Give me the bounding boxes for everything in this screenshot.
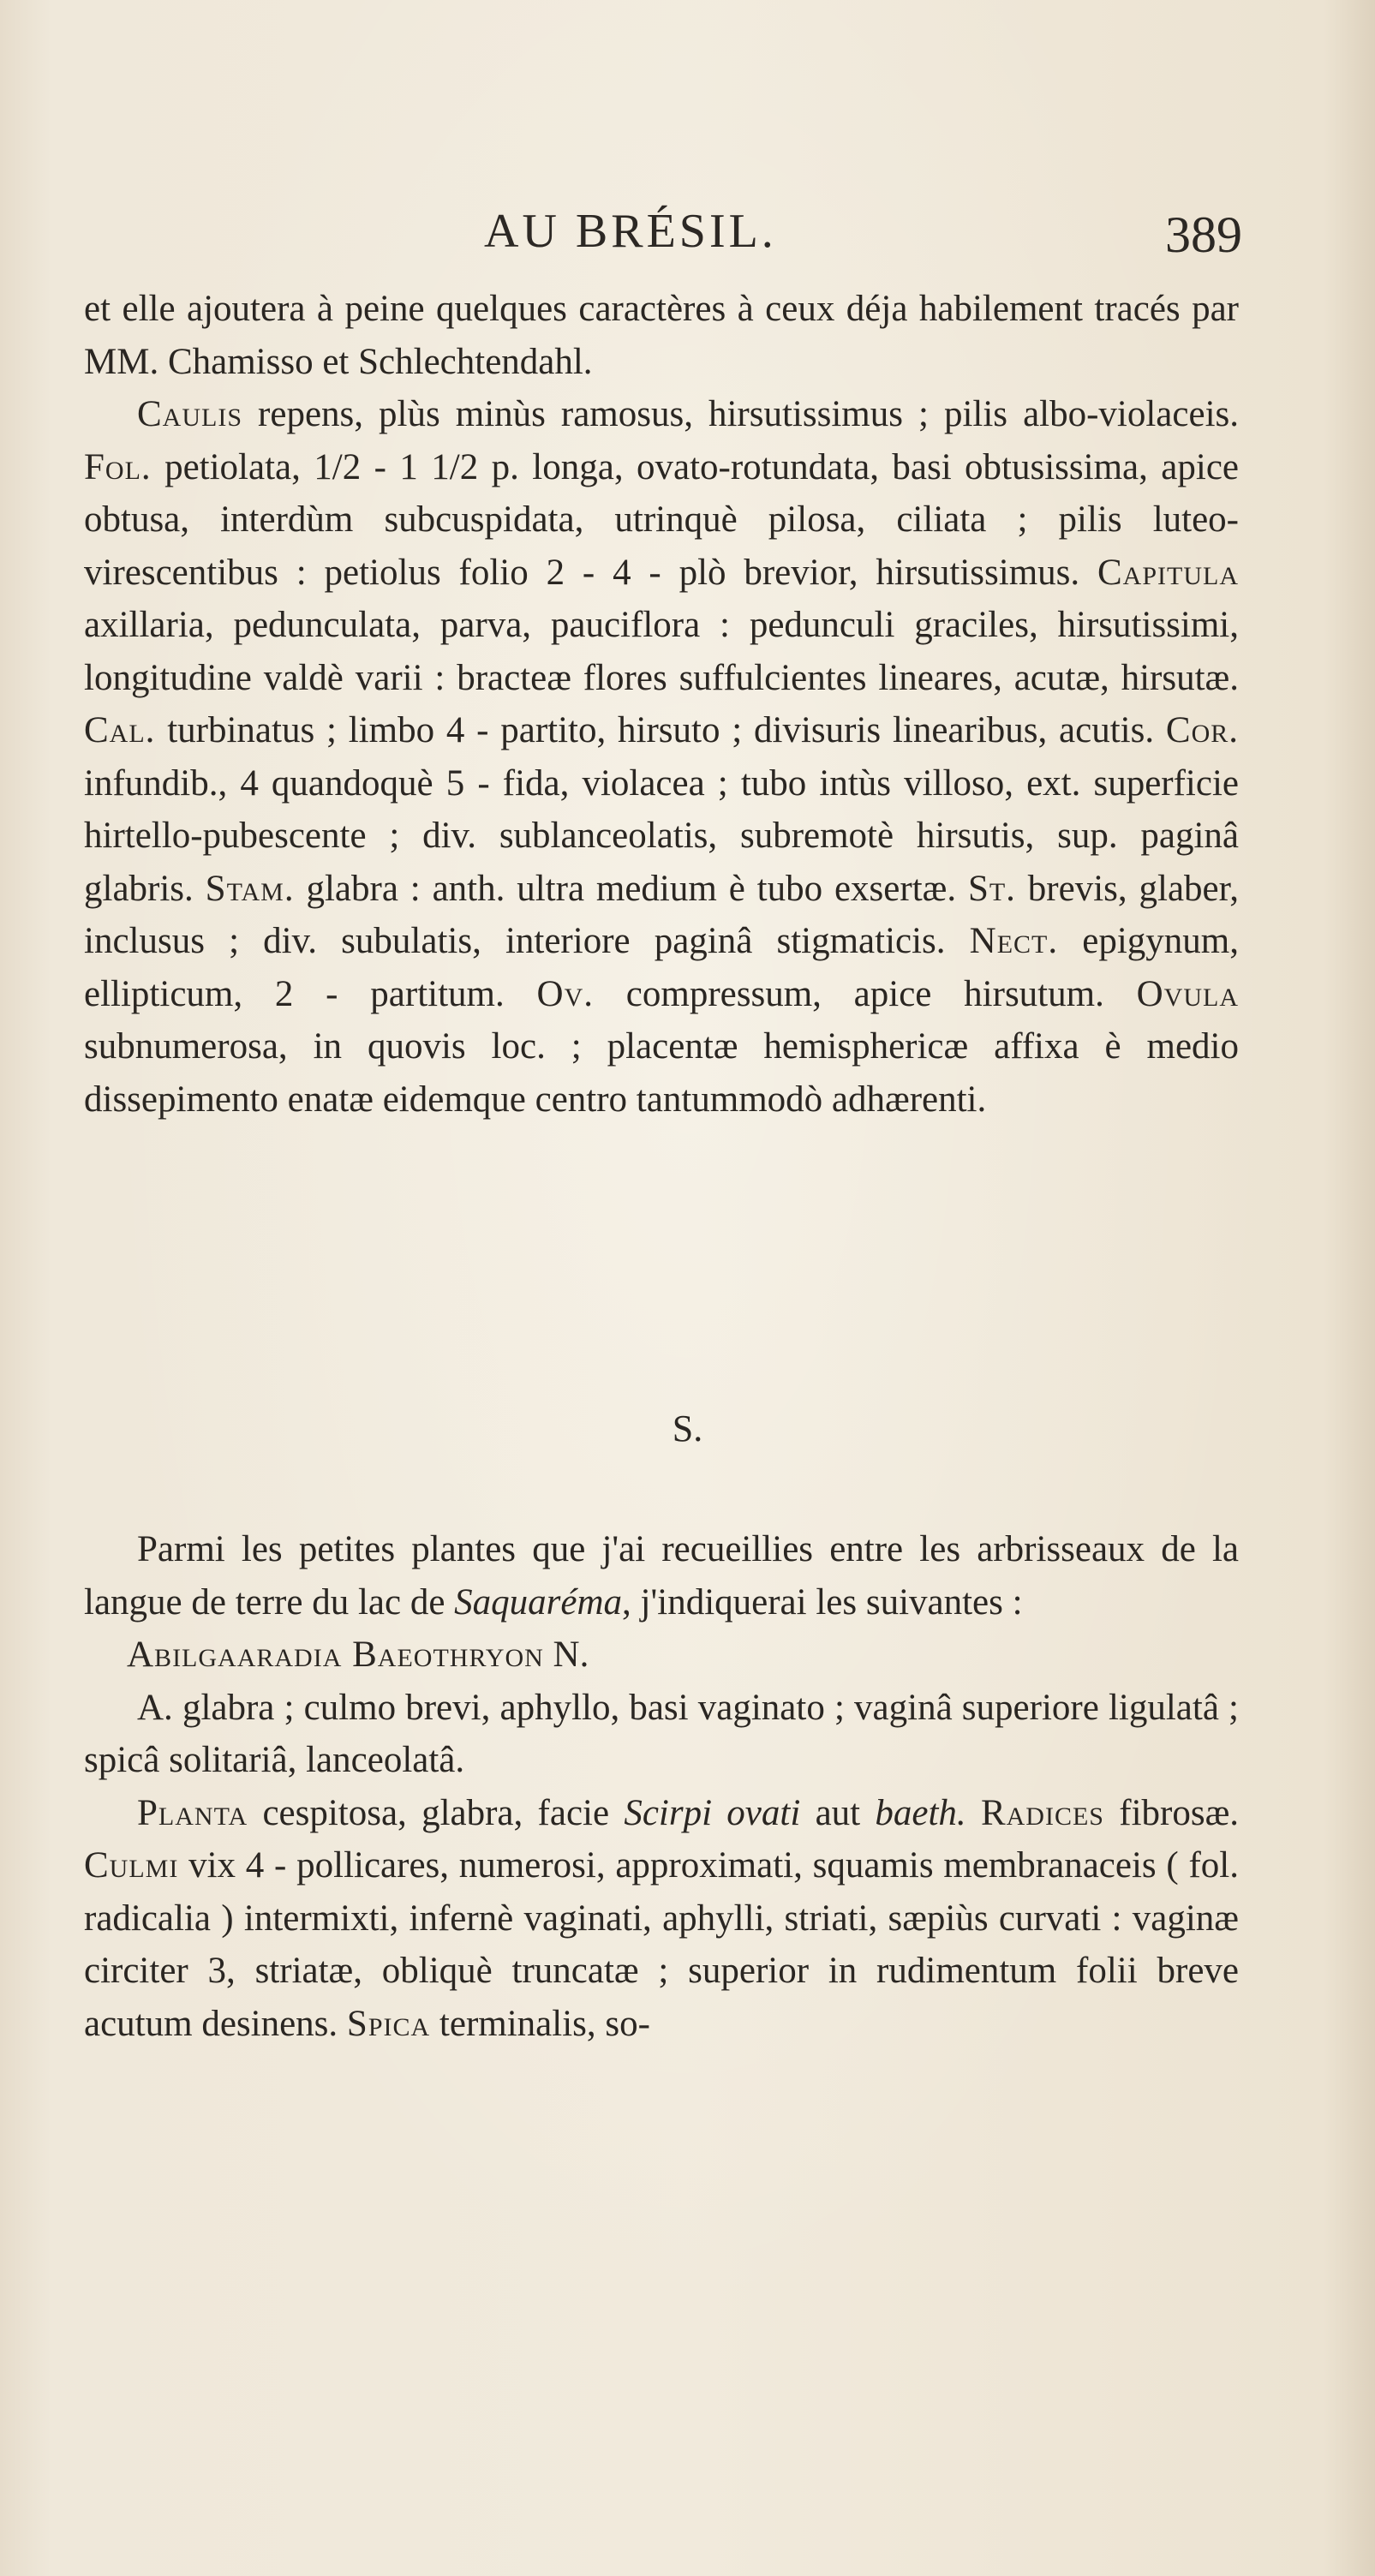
small-caps-term: Caulis [137,394,243,434]
text-run: cespitosa, glabra, facie [248,1792,625,1833]
text-run: axillaria, pedunculata, parva, pauciflora : pedunculi graciles, hirsutissimi, longitudine valdè varii : bracteæ flores suffulcientes lineares, acutæ, hirsutæ. [84,605,1239,698]
text-run: infundib., 4 quandoquè 5 - fida, violacea ; tubo intùs villoso, ext. superficie hirtello-pubescente ; div. sublanceolatis, subremotè hirsutis, sup. paginâ glabris. [84,762,1239,909]
small-caps-term: Culmi [84,1845,179,1886]
running-title: AU BRÉSIL. [484,205,777,258]
text-run [966,1793,981,1833]
text-run: compressum, apice hirsutum. [594,973,1137,1014]
small-caps-term: Cor. [1165,710,1239,750]
page-number: 389 [1165,206,1242,263]
second-text-block [84,1523,1239,2050]
text-run: glabra : anth. ultra medium è tubo exsertæ. [294,868,968,909]
text-run: epigynum, ellipticum, 2 - partitum. [84,921,1239,1014]
small-caps-term: Spica [346,2003,431,2044]
text-run: fibrosæ. [1103,1792,1240,1833]
text-run: vix 4 - pollicares, numerosi, approximati, squamis membranaceis ( fol. radicalia ) intermixti, infernè vaginati, aphylli, striati, sæpiùs curvati : vaginæ circiter 3, striatæ, obliquè truncatæ ; superior in rudimentum folii breve acutum desinens. [84,1845,1239,2044]
small-caps-term: Nect. [969,921,1059,961]
small-caps-term: Abilgaaradia Baeothryon [127,1635,544,1675]
main-text-block [84,283,1239,1126]
italic-term: Scirpi ovati [624,1792,801,1833]
italic-term: baeth. [875,1792,966,1833]
small-caps-term: Stam. [205,868,295,909]
text-run: subnumerosa, in quovis loc. ; placentæ hemisphericæ affixa è medio dissepimento enatæ eidemque centro tantummodò adhærenti. [84,1026,1239,1120]
running-head [0,204,1375,264]
text-run: brevis, glaber, inclusus ; div. subulatis, interiore paginâ stigmaticis. [84,868,1239,961]
section-letter: S. [672,1408,703,1449]
small-caps-term: Ovula [1136,973,1239,1014]
text-run: repens, plùs minùs ramosus, hirsutissimus ; pilis albo-violaceis. [242,394,1239,434]
text-run: A. glabra ; culmo brevi, aphyllo, basi vaginato ; vaginâ superiore ligulatâ ; spicâ solitariâ, lanceolatâ. [84,1687,1239,1780]
small-caps-term: Fol. [84,446,152,487]
paragraph [84,283,1239,388]
paragraph [84,1787,1239,2051]
text-run: petiolata, 1/2 - 1 1/2 p. longa, ovato-rotundata, basi obtusissima, apice obtusa, interdùm subcuspidata, utrinquè pilosa, ciliata ; pilis luteo-virescentibus : petiolus folio 2 - 4 - plò brevior, hirsutissimus. [84,446,1239,593]
paragraph [84,1682,1239,1787]
small-caps-term: Radices [980,1792,1104,1833]
text-run: aut [800,1792,876,1833]
paragraph [84,1523,1239,1629]
italic-term: Saquaréma [454,1581,623,1623]
text-run: N. [543,1635,589,1675]
small-caps-term: Capitula [1097,552,1239,593]
small-caps-term: St. [967,868,1016,909]
text-run: Parmi les petites plantes que j'ai recueillies entre les arbrisseaux de la langue de terre du lac de [84,1529,1239,1623]
text-run: turbinatus ; limbo 4 - partito, hirsuto ; divisuris linearibus, acutis. [155,710,1166,750]
text-run: terminalis, so- [430,2003,650,2044]
small-caps-term: Cal. [84,710,156,750]
species-heading [84,1629,1239,1682]
small-caps-term: Ov. [536,973,594,1014]
small-caps-term: Planta [137,1792,248,1833]
paragraph [84,388,1239,1126]
text-run: et elle ajoutera à peine quelques caractères à ceux déja habilement tracés par MM. Chamisso et Schlechtendahl. [84,289,1239,382]
text-run: , j'indiquerai les suivantes : [622,1581,1023,1623]
